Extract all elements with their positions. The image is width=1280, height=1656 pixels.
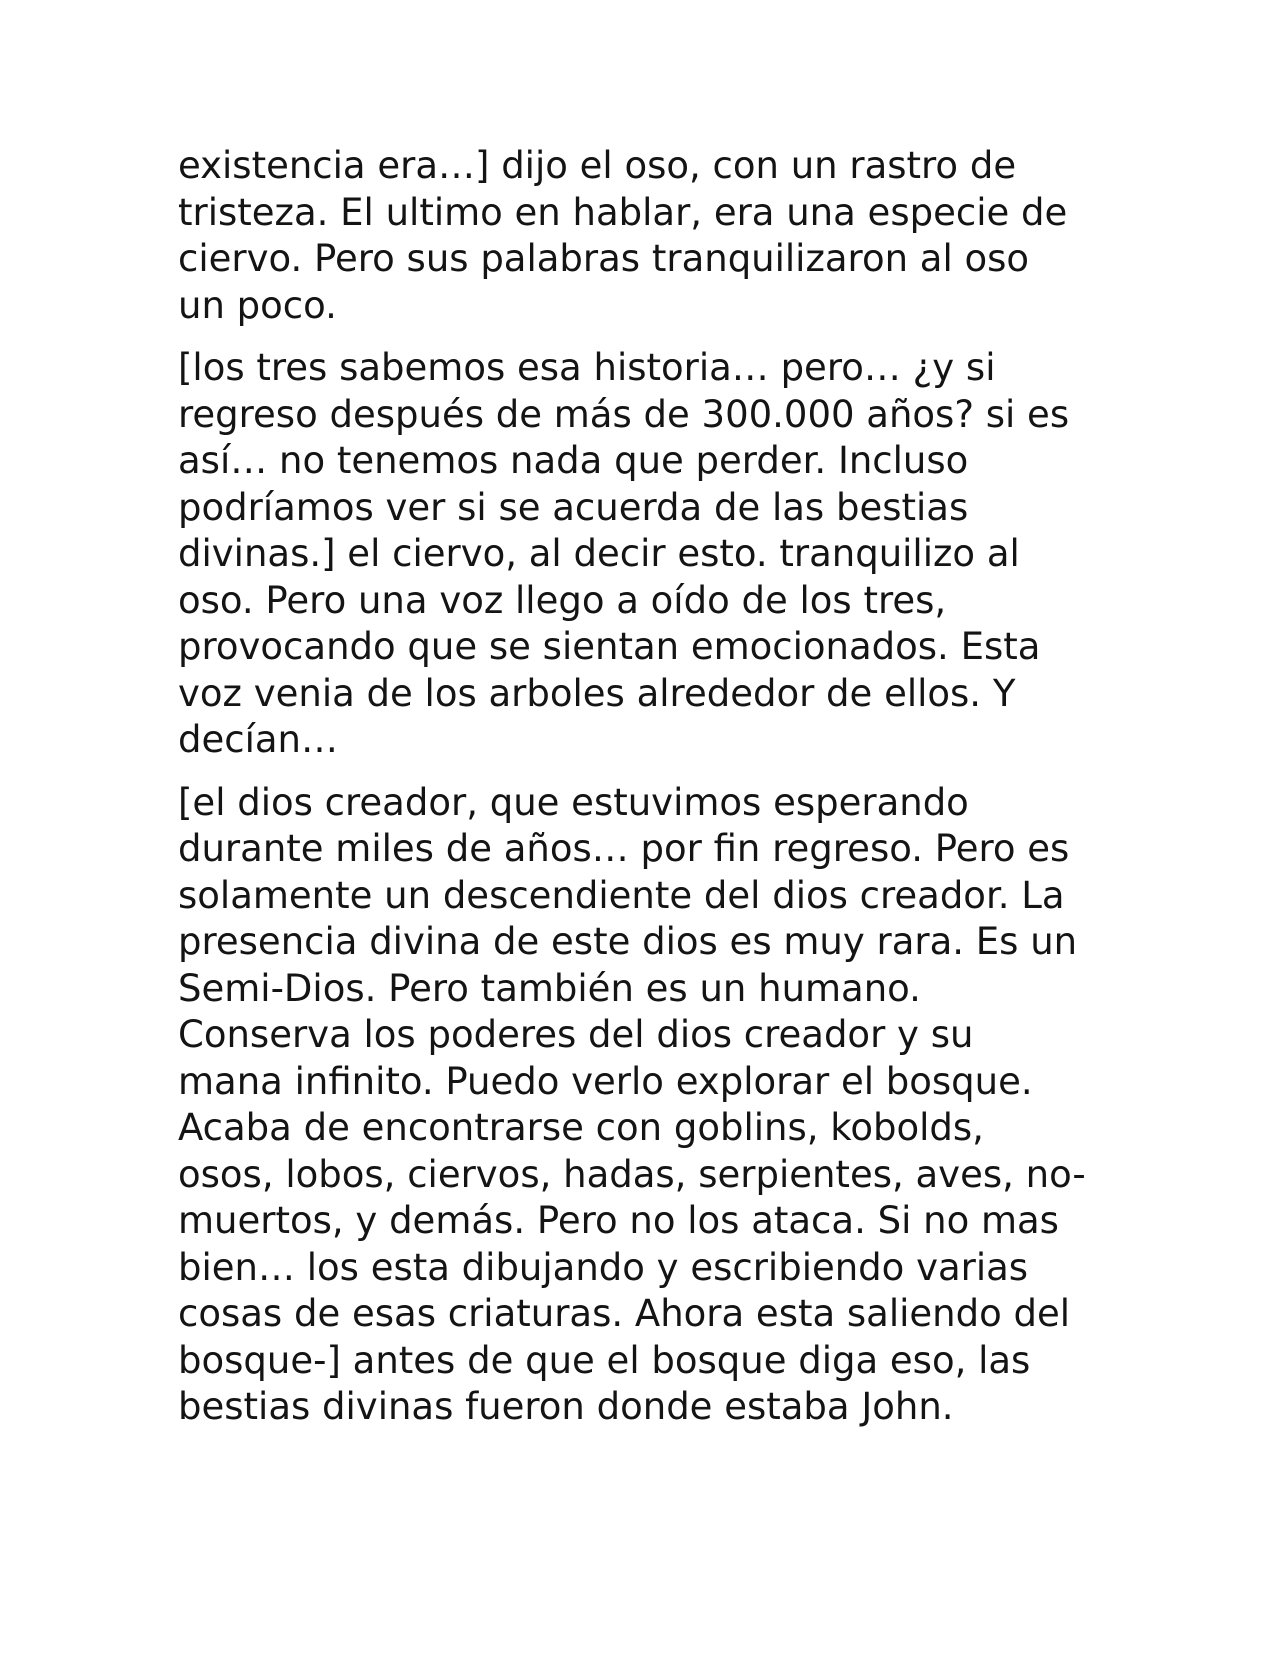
text-column [178, 143, 1108, 1447]
paragraph-2: [los tres sabemos esa historia… pero… ¿y si regreso después de más de 300.000 años? si es así… no tenemos nada que perder. Incluso podríamos ver si se acuerda de las bestias divinas.] el ciervo, al decir esto. tranquilizo al oso. Pero una voz llego a oído de los tres, provocando que se sientan emocionados. Esta voz venia de los arboles alrededor de ellos. Y decían… [178, 346, 1070, 761]
paragraph-1: existencia era…] dijo el oso, con un rastro de tristeza. El ultimo en hablar, era una especie de ciervo. Pero sus palabras tranquilizaron al oso un poco. [178, 144, 1068, 327]
paragraph-3: [el dios creador, que estuvimos esperando durante miles de años… por fin regreso. Pero es solamente un descendiente del dios creador. La presencia divina de este dios es muy rara. Es un Semi-Dios. Pero también es un humano. Conserva los poderes del dios creador y su mana infinito. Puedo verlo explorar el bosque. Acaba de encontrarse con goblins, kobolds, osos, lobos, ciervos, hadas, serpientes, aves, no- muertos, y demás. Pero no los ataca. Si no mas bien… los esta dibujando y escribiendo varias cosas de esas criaturas. Ahora esta saliendo del bosque-] antes de que el bosque diga eso, las bestias divinas fueron donde estaba John. [178, 780, 1086, 1428]
